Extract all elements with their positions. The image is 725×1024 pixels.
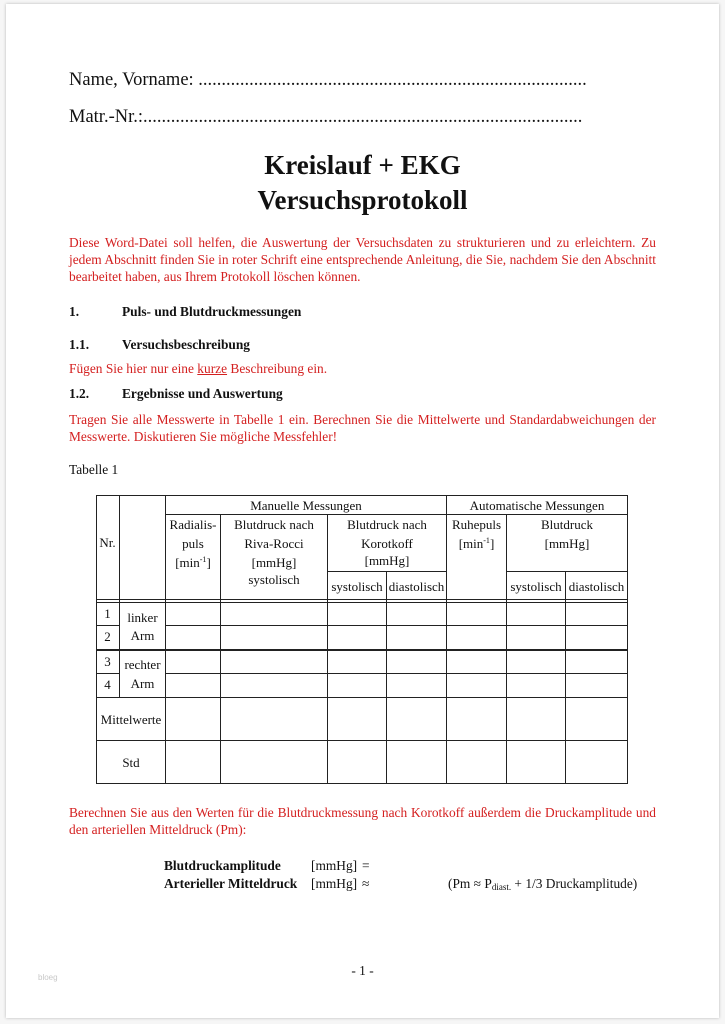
mean-pressure-label: Arterieller Mitteldruck [164,876,298,891]
amplitude-operator: = [362,858,370,873]
table-caption: Tabelle 1 [69,462,119,477]
pressure-instruction: Berechnen Sie aus den Werten für die Blutdruckmessung nach Korotkoff außerdem die Druckamplitude und den arteriellen Mitteldruck (Pm): [69,805,656,837]
page-number: - 1 - [351,963,374,978]
arm-left-label: linker [127,610,158,625]
section-1-2-title: Ergebnisse und Auswertung [122,386,283,401]
col-auto-bp-l1: Blutdruck [541,517,593,532]
col-rr-systolic: systolisch [248,572,300,587]
col-radialis-l1: Radialis- [169,517,217,532]
col-korotkoff-unit: [mmHg] [364,553,410,568]
col-rr-unit: [mmHg] [251,555,297,570]
arm-left-label: Arm [130,628,155,643]
group-manual-header: Manuelle Messungen [250,498,362,513]
amplitude-label: Blutdruckamplitude [164,858,281,873]
col-auto-systolic: systolisch [510,579,562,594]
col-rr-l1: Blutdruck nach [234,517,314,532]
page-subtitle: Versuchsprotokoll [257,185,468,215]
col-auto-diastolic: diastolisch [568,579,625,594]
watermark: bloeg [38,973,58,982]
col-korotkoff-l1: Blutdruck nach [347,517,427,532]
mean-pressure-unit: [mmHg] [311,876,358,891]
row-number: 3 [104,654,111,669]
arm-right-label: rechter [124,657,161,672]
col-radialis-unit: $[\min^{-1}]$ [175,555,211,570]
section-1-2-number: 1.2. [69,386,90,401]
section-1-1-instruction: Fügen Sie hier nur eine kurze Beschreibung ein. [69,361,328,376]
col-auto-bp-unit: [mmHg] [544,536,590,551]
mean-pressure-operator: ≈ [362,876,370,891]
row-number: 2 [104,629,111,644]
mean-pressure-formula: ($Pm \approx P_{diast.} + 1/3$ Druckamplitude) [448,876,638,892]
name-field-line: Name, Vorname: .................................................................................... [69,70,587,90]
col-ruhepuls-unit: $[\min^{-1}]$ [458,536,495,551]
section-1-1-number: 1.1. [69,337,90,352]
arm-right-label: Arm [130,676,155,691]
measurement-table [96,495,628,784]
std-row-label: Std [122,755,140,770]
section-1-2-instruction: Tragen Sie alle Messwerte in Tabelle 1 ein. Berechnen Sie die Mittelwerte und Standardabweichungen der Messwerte. Diskutieren Sie mögliche Messfehler! [69,412,656,444]
col-korotkoff-systolic: systolisch [331,579,383,594]
row-number: 4 [104,677,111,692]
matr-field-line: Matr.-Nr.:............................................................................................... [69,107,583,127]
col-korotkoff-l2: Korotkoff [361,536,413,551]
row-number: 1 [104,606,111,621]
section-1-1-title: Versuchsbeschreibung [122,337,250,352]
amplitude-unit: [mmHg] [311,858,358,873]
section-1-number: 1. [69,304,80,319]
group-auto-header: Automatische Messungen [469,498,605,513]
col-radialis-l2: puls [182,536,204,551]
section-1-title: Puls- und Blutdruckmessungen [122,304,302,319]
col-korotkoff-diastolic: diastolisch [388,579,445,594]
col-ruhepuls-l1: Ruhepuls [451,517,502,532]
col-nr-header: Nr. [99,535,116,550]
intro-instruction: Diese Word-Datei soll helfen, die Auswertung der Versuchsdaten zu strukturieren und zu erleichtern. Zu jedem Abschnitt finden Sie in roter Schrift eine entsprechende Anleitung, die Sie, nachdem Sie den Abschnitt bearbeitet haben, aus Ihrem Protokoll löschen können. [69,235,656,284]
mean-row-label: Mittelwerte [100,712,162,727]
col-rr-l2: Riva-Rocci [244,536,304,551]
page-title: Kreislauf + EKG [264,150,461,180]
